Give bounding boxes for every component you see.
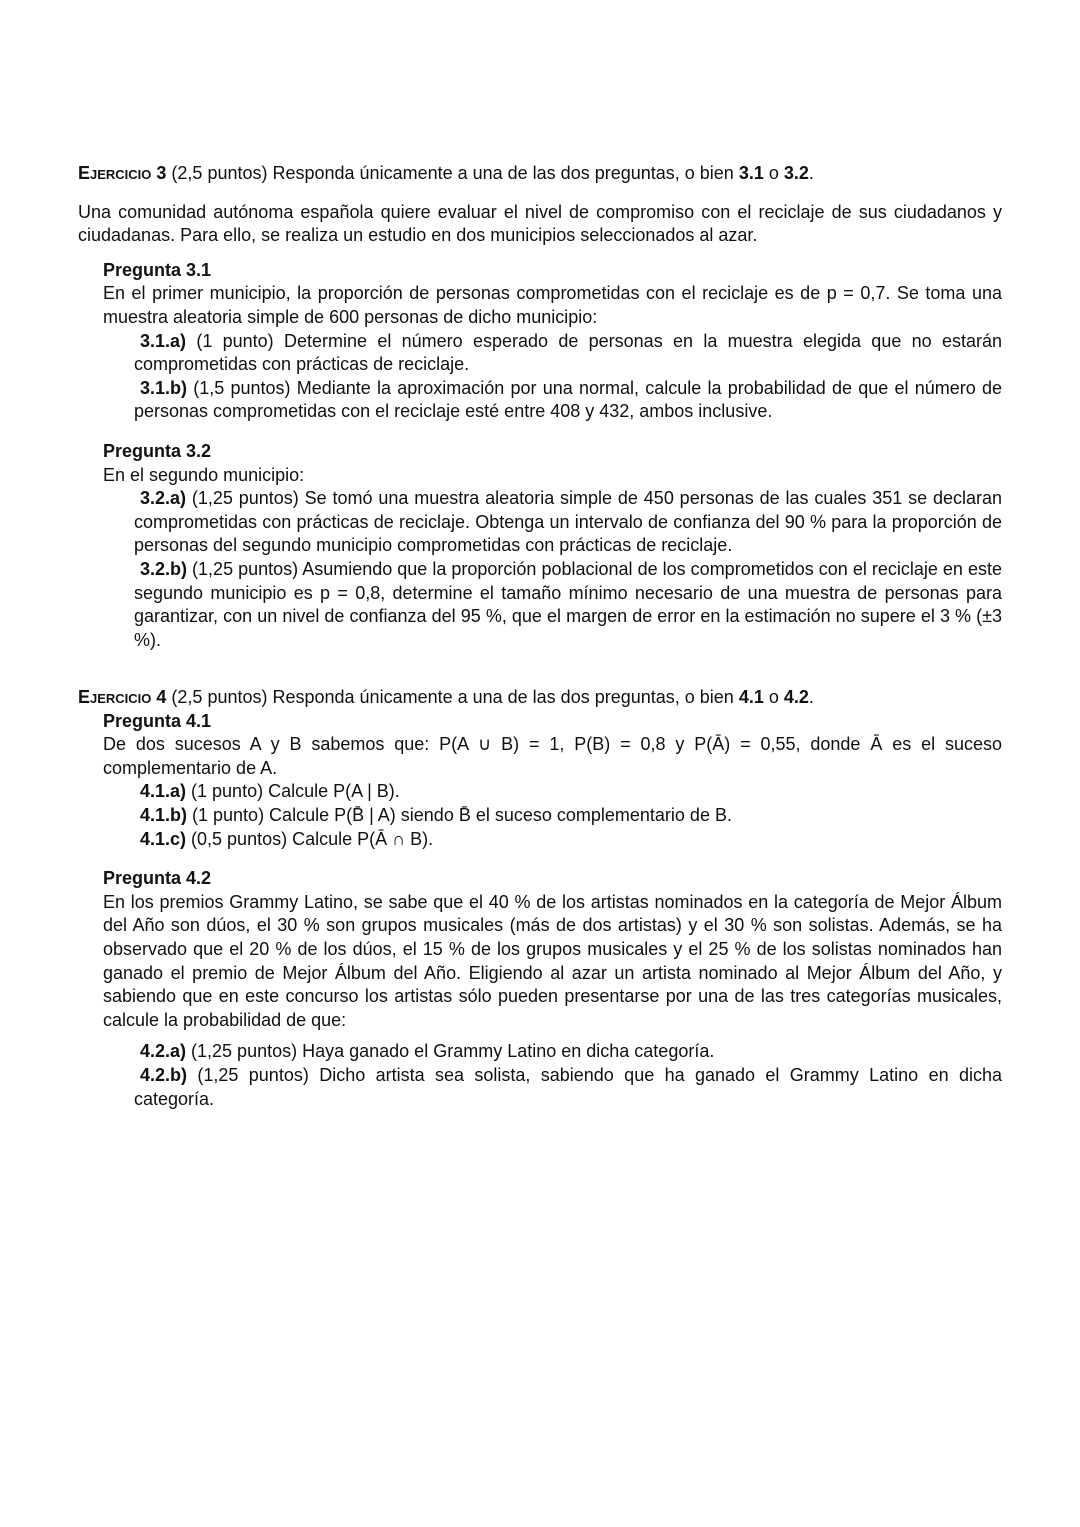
- sub-question-label: 3.2.a): [140, 488, 187, 509]
- or-text: o: [763, 687, 784, 707]
- question-title-text: Pregunta 3.1: [103, 259, 212, 280]
- question-title: [103, 867, 1002, 891]
- or-text: o: [763, 163, 784, 183]
- sub-question: [134, 558, 1002, 652]
- sub-question-text: (1,25 puntos) Asumiendo que la proporción poblacional de los comprometidos con el reciclaje en este segundo municipio es p = 0,8, determine el tamaño mínimo necesario de una muestra de personas para garantizar, con un nivel de confianza del 95 %, que el margen de error en la estimación no supere el 3 % (±3 %).: [134, 558, 1002, 650]
- question-title-text: Pregunta 3.2: [103, 440, 212, 461]
- sub-question-text: (0,5 puntos) Calcule P(Ā ∩ B).: [186, 828, 434, 849]
- sub-question-label: 3.1.a): [140, 330, 187, 351]
- sub-question-label: 3.2.b): [140, 558, 188, 579]
- sub-question-label: 4.1.c): [140, 828, 187, 849]
- sub-question-label: 4.1.b): [140, 804, 188, 825]
- option-1: 4.1: [738, 687, 764, 707]
- sub-question: [134, 1040, 1002, 1064]
- sub-question-label: 4.2.a): [140, 1041, 187, 1062]
- sub-question-text: (1,5 puntos) Mediante la aproximación por una normal, calcule la probabilidad de que el número de personas comprometidas con el reciclaje esté entre 408 y 432, ambos inclusive.: [134, 377, 1002, 422]
- sub-question: [134, 1064, 1002, 1111]
- sub-question-label: 4.2.b): [140, 1064, 188, 1085]
- sub-question: [134, 780, 1002, 804]
- question-text: En el segundo municipio:: [103, 464, 305, 485]
- sub-question: [134, 828, 1002, 852]
- exercise-points: (2,5 puntos) Responda únicamente a una de las dos preguntas, o bien: [166, 687, 739, 707]
- question-text: En el primer municipio, la proporción de personas comprometidas con el reciclaje es de p = 0,7. Se toma una muestra aleatoria simple de 600 personas de dicho municipio:: [103, 283, 1002, 327]
- sub-question: [134, 804, 1002, 828]
- exercise-points: (2,5 puntos) Responda únicamente a una de las dos preguntas, o bien: [166, 163, 739, 183]
- sub-question-text: (1,25 puntos) Dicho artista sea solista, sabiendo que ha ganado el Grammy Latino en dicha categoría.: [134, 1064, 1002, 1109]
- option-1: 3.1: [738, 163, 764, 183]
- sub-question-text: (1 punto) Calcule P(B̄ | A) siendo B̄ el suceso complementario de B.: [187, 804, 732, 825]
- question-text: De dos sucesos A y B sabemos que: P(A ∪ B) = 1, P(B) = 0,8 y P(Ā) = 0,55, donde Ā es el suceso complementario de A.: [103, 734, 1002, 778]
- exercise-3: [78, 162, 1002, 652]
- exercise-4: [78, 686, 1002, 1111]
- sub-question-text: (1,25 puntos) Haya ganado el Grammy Latino en dicha categoría.: [186, 1041, 715, 1062]
- option-2: 3.2: [783, 163, 809, 183]
- exercise-3-heading: [78, 162, 1002, 186]
- sub-question-label: 3.1.b): [140, 377, 188, 398]
- question-title: [103, 710, 1002, 734]
- sub-question: [134, 487, 1002, 558]
- sub-question-text: (1 punto) Calcule P(A | B).: [186, 781, 400, 802]
- question-title: [103, 259, 1002, 283]
- option-2: 4.2: [783, 687, 809, 707]
- sub-question: [134, 377, 1002, 424]
- sub-question-text: (1,25 puntos) Se tomó una muestra aleatoria simple de 450 personas de las cuales 351 se declaran comprometidas con prácticas de reciclaje. Obtenga un intervalo de confianza del 90 % para la proporción de personas del segundo municipio comprometidas con prácticas de reciclaje.: [134, 488, 1002, 556]
- period: .: [808, 687, 814, 707]
- exercise-title: Ejercicio 3: [78, 163, 167, 183]
- question-title-text: Pregunta 4.2: [103, 868, 212, 889]
- sub-question: [134, 330, 1002, 377]
- sub-question-label: 4.1.a): [140, 781, 187, 802]
- question-title: [103, 440, 1002, 464]
- sub-question-text: (1 punto) Determine el número esperado de personas en la muestra elegida que no estarán comprometidas con prácticas de reciclaje.: [134, 330, 1002, 375]
- exercise-4-heading: [78, 686, 1002, 710]
- period: .: [808, 163, 814, 183]
- exercise-3-intro: Una comunidad autónoma española quiere evaluar el nivel de compromiso con el reciclaje de sus ciudadanos y ciudadanas. Para ello, se realiza un estudio en dos municipios seleccionados al azar.: [78, 201, 1002, 246]
- question-text: En los premios Grammy Latino, se sabe que el 40 % de los artistas nominados en la categoría de Mejor Álbum del Año son dúos, el 30 % son grupos musicales (más de dos artistas) y el 30 % son solistas. Además, se ha observado que el 20 % de los dúos, el 15 % de los grupos musicales y el 25 % de los solistas nominados han ganado el premio de Mejor Álbum del Año. Eligiendo al azar un artista nominado al Mejor Álbum del Año, y sabiendo que en este concurso los artistas sólo pueden presentarse por una de las tres categorías musicales, calcule la probabilidad de que:: [103, 891, 1002, 1030]
- exercise-title: Ejercicio 4: [78, 687, 167, 707]
- question-title-text: Pregunta 4.1: [103, 710, 212, 731]
